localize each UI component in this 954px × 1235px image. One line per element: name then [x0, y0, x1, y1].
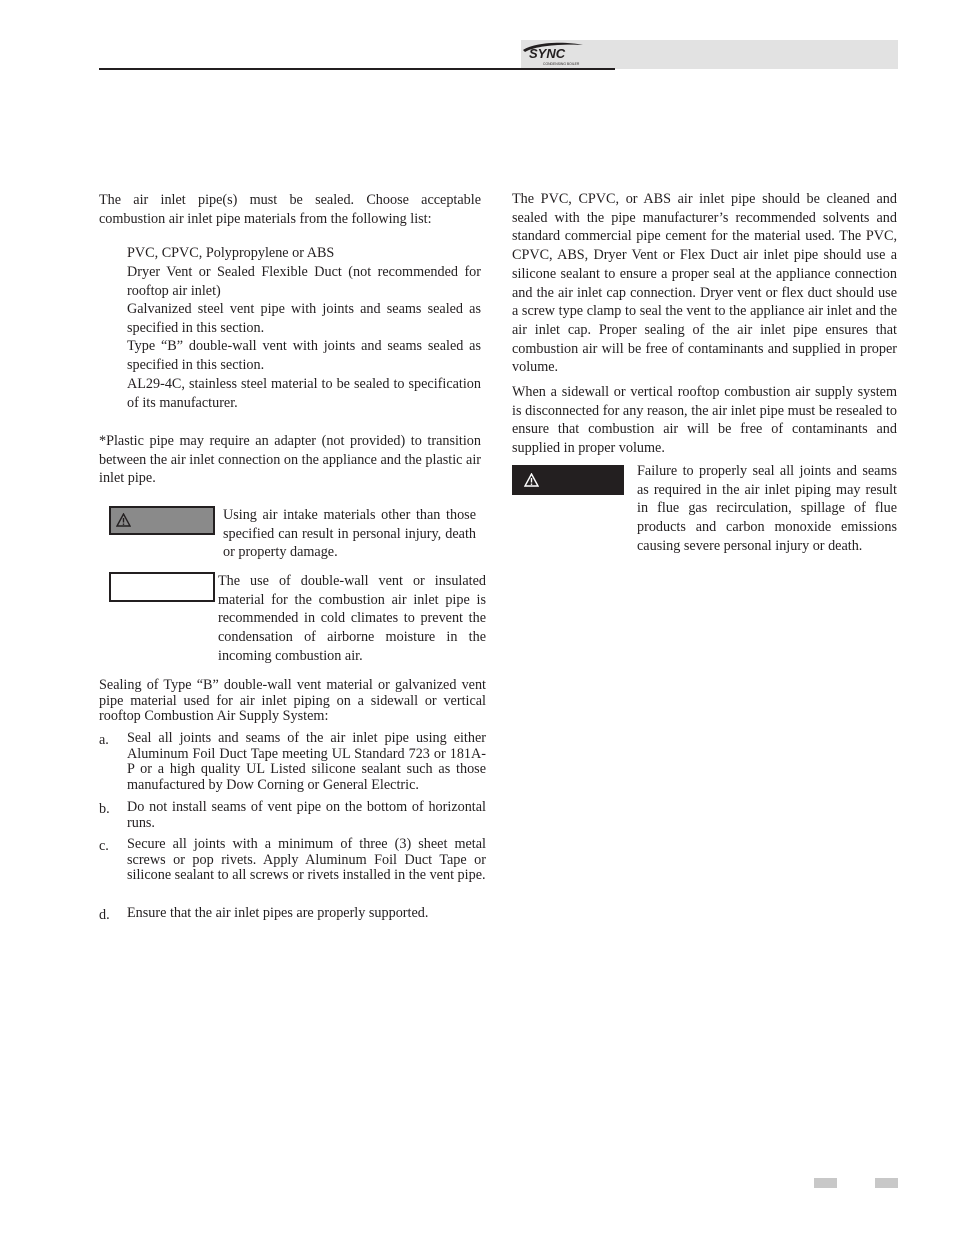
footer-tab-right [875, 1178, 898, 1188]
material-item: AL29-4C, stainless steel material to be sealed to specification of its manufacturer. [127, 376, 481, 411]
step-letter: d. [99, 907, 110, 923]
step-text: Do not install seams of vent pipe on the bottom of horizontal runs. [127, 799, 486, 831]
sealing-intro: Sealing of Type “B” double-wall vent material or galvanized vent pipe material used for air inlet piping on a sidewall or vertical rooftop Combustion Air Supply System: [99, 677, 486, 725]
caution-label-box [109, 506, 215, 535]
warning-triangle-icon [116, 513, 131, 527]
warning-label-box [512, 465, 624, 495]
warning-text: Failure to properly seal all joints and seams as required in the air inlet piping may result in flue gas recirculation, spillage of flue products and carbon monoxide emissions causing severe personal injury or death. [637, 463, 897, 554]
plastic-pipe-note: *Plastic pipe may require an adapter (not provided) to transition between the air inlet connection on the appliance and the plastic air inlet pipe. [99, 433, 481, 487]
sync-logo [521, 41, 591, 67]
header-rule [99, 68, 615, 70]
step-text: Seal all joints and seams of the air inlet pipe using either Aluminum Foil Duct Tape meeting UL Standard 723 or 181A-P or a high quality UL Listed silicone sealant such as those manufactured by Dow Corning or General Electric. [127, 730, 486, 793]
step-text: Ensure that the air inlet pipes are properly supported. [127, 905, 429, 921]
material-item: Type “B” double-wall vent with joints and seams sealed as specified in this section. [127, 338, 481, 373]
right-paragraph-2: When a sidewall or vertical rooftop combustion air supply system is disconnected for any reason, the air inlet pipe must be resealed to ensure that combustion air will be free of contaminants and supplied in proper volume. [512, 384, 897, 457]
step-letter: a. [99, 732, 109, 748]
warning-triangle-icon [524, 473, 539, 487]
logo-subtext: CONDENSING BOILER [543, 62, 580, 66]
material-item: PVC, CPVC, Polypropylene or ABS [127, 245, 335, 261]
material-item: Galvanized steel vent pipe with joints and seams sealed as specified in this section. [127, 301, 481, 336]
footer-tab-left [814, 1178, 837, 1188]
logo-wordmark: SYNC [529, 46, 566, 61]
notice-text: The use of double-wall vent or insulated material for the combustion air inlet pipe is recommended in cold climates to prevent the condensation of airborne moisture in the incoming combustion air. [218, 573, 486, 664]
step-text: Secure all joints with a minimum of three (3) sheet metal screws or pop rivets. Apply Aluminum Foil Duct Tape or silicone sealant to all screws or rivets installed in the vent pipe. [127, 836, 486, 884]
step-letter: b. [99, 801, 110, 817]
right-paragraph-1: The PVC, CPVC, or ABS air inlet pipe should be cleaned and sealed with the pipe manufacturer’s recommended solvents and standard commercial pipe cement for the material used. The PVC, CPVC, ABS, Dryer Vent or Flex Duct air inlet pipe should use a silicone sealant to ensure a proper seal at the appliance connection and the air inlet cap connection. Dryer vent or flex duct should use a screw type clamp to seal the vent to the appliance air inlet and the air inlet cap. Proper sealing of the air inlet pipe ensures that combustion air will be free of contaminants and supplied in proper volume. [512, 191, 897, 376]
caution-text: Using air intake materials other than those specified can result in personal injury, death or property damage. [223, 507, 476, 561]
notice-label-box [109, 572, 215, 602]
intro-paragraph: The air inlet pipe(s) must be sealed. Choose acceptable combustion air inlet pipe materials from the following list: [99, 192, 481, 227]
step-letter: c. [99, 838, 109, 854]
material-item: Dryer Vent or Sealed Flexible Duct (not recommended for rooftop air inlet) [127, 264, 481, 299]
